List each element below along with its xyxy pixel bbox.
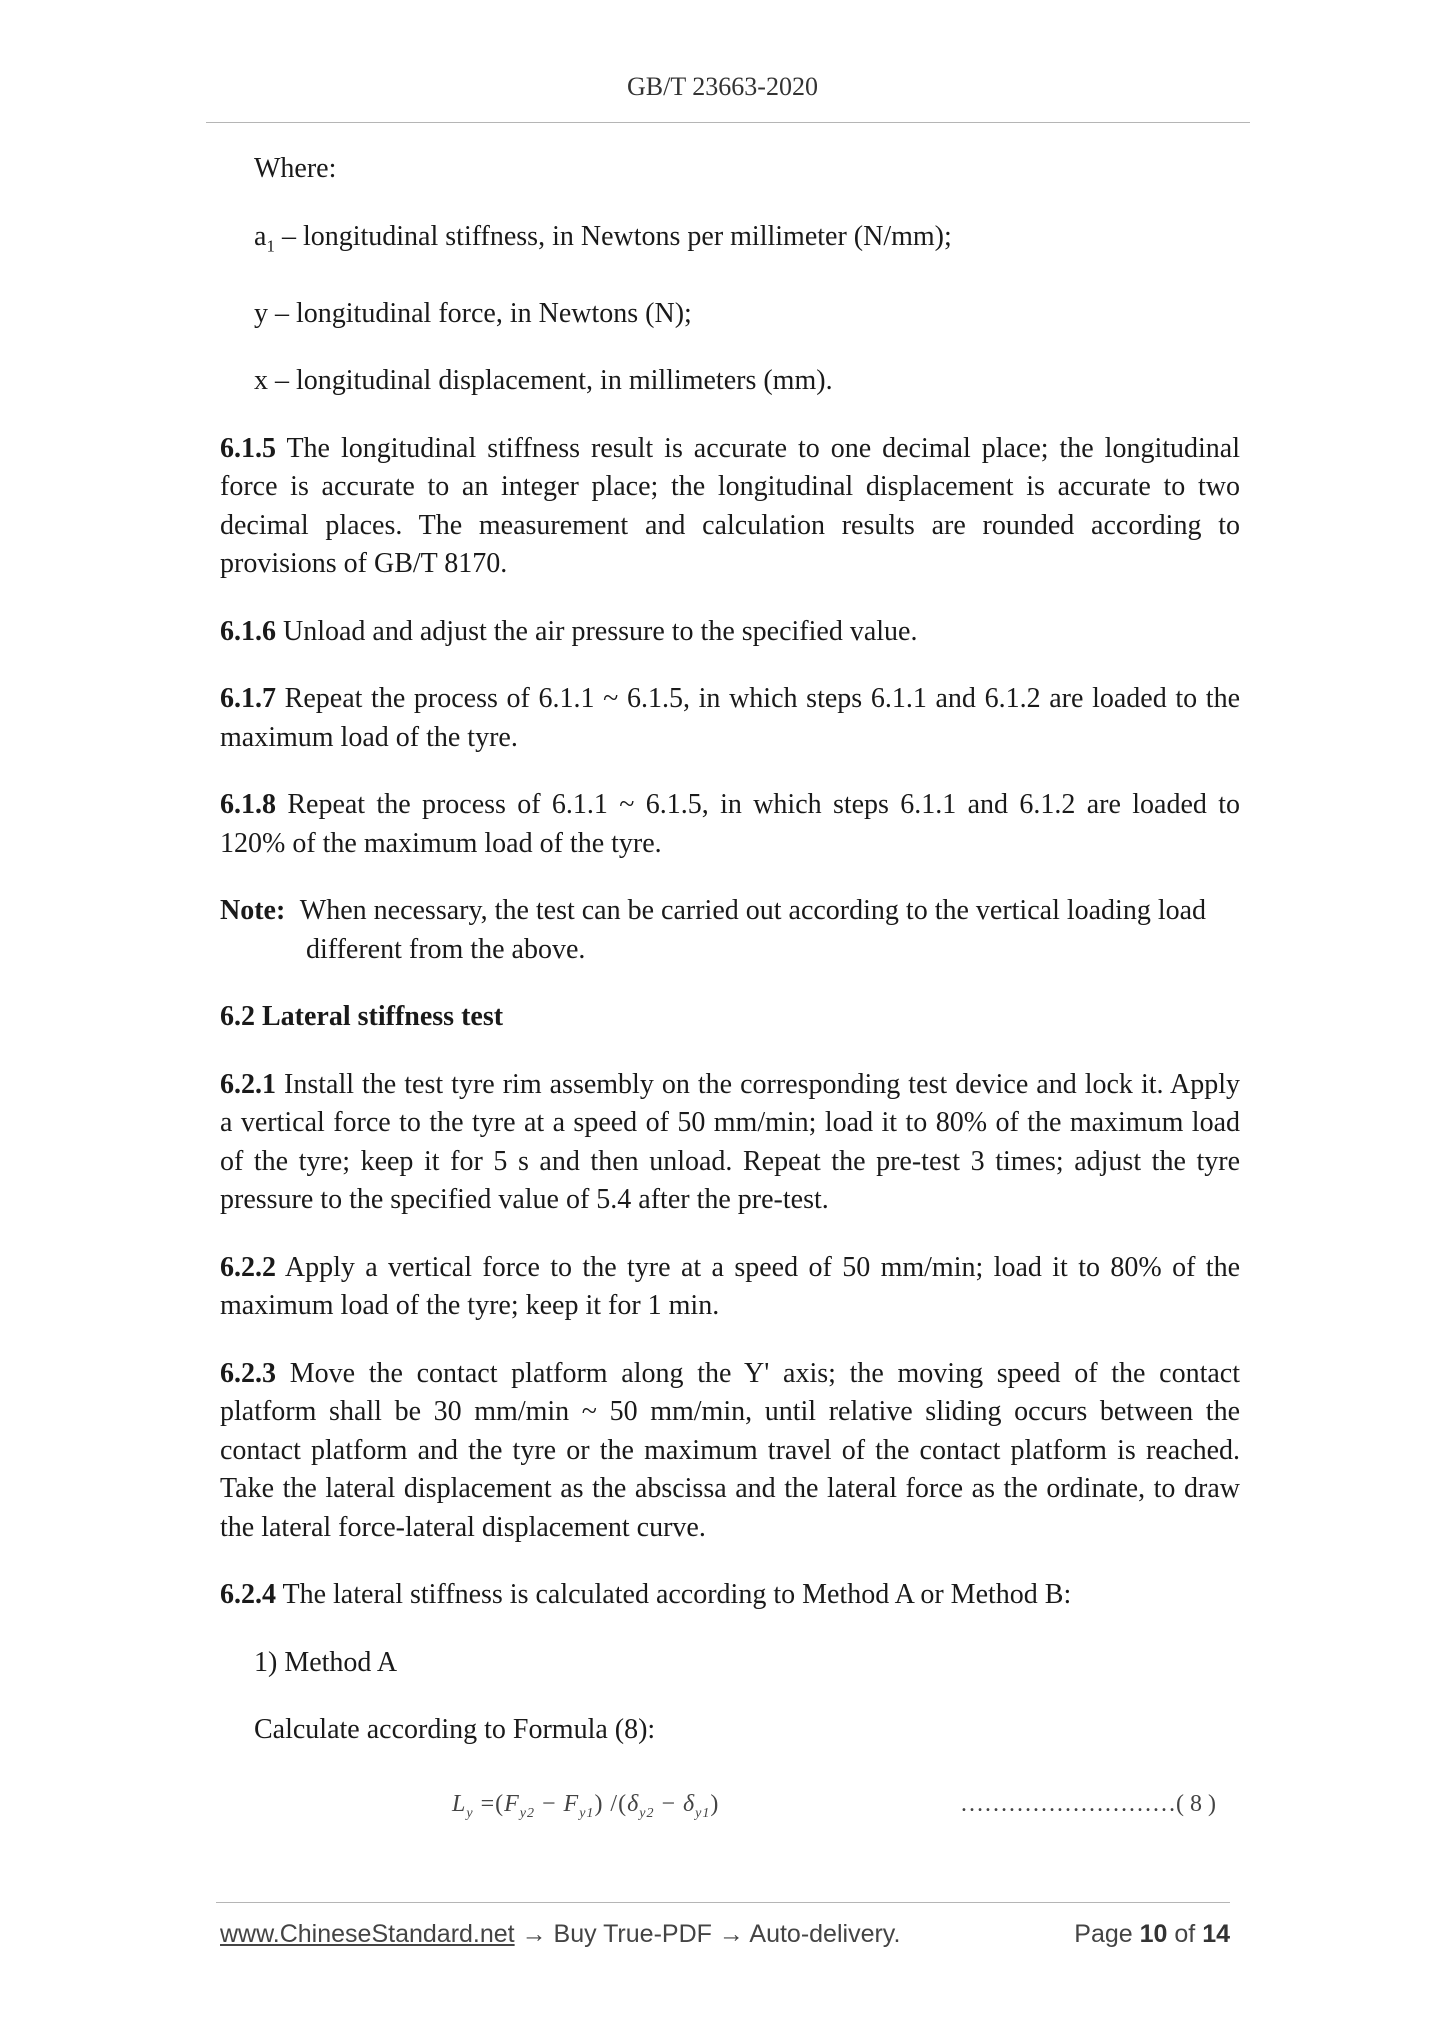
- page-indicator: Page 10 of 14: [1074, 1920, 1230, 1948]
- formula-8: [220, 1779, 1240, 1829]
- footer-divider: [216, 1902, 1230, 1903]
- clause-6-2-1: 6.2.1 Install the test tyre rim assembly on the corresponding test device and lock it. Apply a vertical force to the tyre at a speed of 50 mm/min; load it to 80% of the maximum load of the tyre; keep it for 5 s and then unload. Repeat the pre-test 3 times; adjust the tyre pressure to the specified value of 5.4 after the pre-test.: [220, 1068, 1240, 1216]
- header-divider: [206, 122, 1250, 123]
- header-title: GB/T 23663-2020: [627, 72, 818, 101]
- note-line-1: When necessary, the test can be carried out according to the vertical loading load: [299, 895, 1207, 927]
- where-label: Where:: [254, 153, 337, 184]
- document-body: [220, 150, 1240, 1829]
- formula-expression: $L_y =(F_{y2} - F_{y1}) /(\delta_{y2} - \delta_{y1})$: [452, 1790, 720, 1821]
- website-link[interactable]: www.ChineseStandard.net: [220, 1920, 515, 1948]
- formula-intro: Calculate according to Formula (8):: [254, 1714, 656, 1746]
- formula-number: ………………………( 8 ): [960, 1790, 1216, 1817]
- note: [220, 892, 1240, 969]
- note-line-2: different from the above.: [306, 933, 586, 965]
- footer-promo-text: → Buy True-PDF → Auto-delivery.: [514, 1920, 901, 1948]
- clause-6-1-5: 6.1.5 The longitudinal stiffness result is accurate to one decimal place; the longitudinal force is accurate to an integer place; the longitudinal displacement is accurate to two decimal places. The measurement and calculation results are rounded according to provisions of GB/T 8170.: [220, 432, 1240, 580]
- clause-6-2-3: 6.2.3 Move the contact platform along the Y' axis; the moving speed of the contact platform shall be 30 mm/min ~ 50 mm/min, until relative sliding occurs between the contact platform and the tyre or the maximum travel of the contact platform is reached. Take the lateral displacement as the abscissa and the lateral force as the ordinate, to draw the lateral force-lateral displacement curve.: [220, 1357, 1240, 1543]
- footer-promo: [220, 1920, 900, 1949]
- page-total: 14: [1202, 1920, 1230, 1948]
- definition-x: x – longitudinal displacement, in millimeters (mm).: [254, 365, 833, 397]
- clause-6-1-6: 6.1.6 Unload and adjust the air pressure to the specified value.: [220, 615, 918, 647]
- section-6-2-title: 6.2 Lateral stiffness test: [220, 1001, 504, 1033]
- clause-6-1-7: 6.1.7 Repeat the process of 6.1.1 ~ 6.1.5, in which steps 6.1.1 and 6.1.2 are loaded to the maximum load of the tyre.: [220, 683, 1240, 753]
- definition-y: y – longitudinal force, in Newtons (N);: [254, 297, 692, 329]
- clause-6-2-2: 6.2.2 Apply a vertical force to the tyre at a speed of 50 mm/min; load it to 80% of the maximum load of the tyre; keep it for 1 min.: [220, 1251, 1240, 1322]
- clause-6-1-8: 6.1.8 Repeat the process of 6.1.1 ~ 6.1.5, in which steps 6.1.1 and 6.1.2 are loaded to 120% of the maximum load of the tyre.: [220, 789, 1240, 859]
- clause-6-2-4: 6.2.4 The lateral stiffness is calculated according to Method A or Method B:: [220, 1579, 1072, 1611]
- page-number: 10: [1139, 1920, 1168, 1948]
- definition-a1: $a_1$ – longitudinal stiffness, in Newtons per millimeter (N/mm);: [254, 220, 952, 256]
- method-a-label: 1) Method A: [254, 1646, 398, 1678]
- footer: [220, 1920, 1230, 1960]
- note-label: Note:: [220, 895, 286, 927]
